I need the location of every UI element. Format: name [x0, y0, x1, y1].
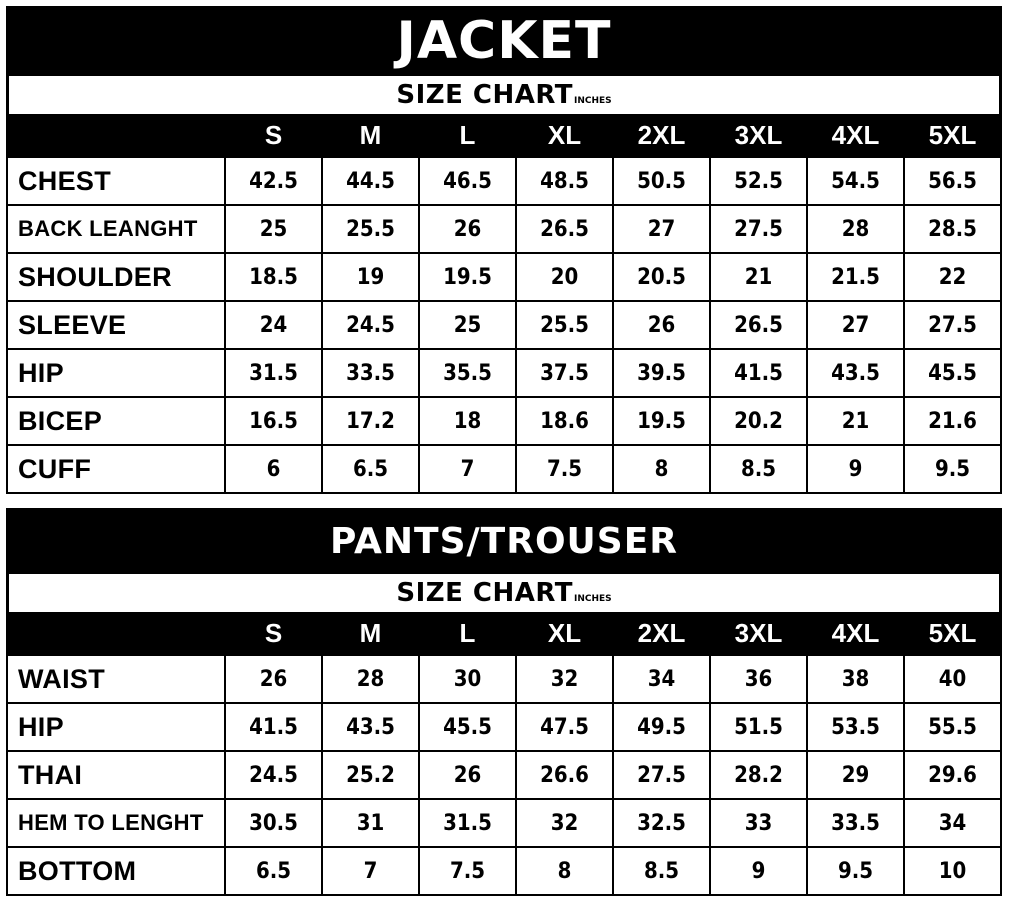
measurement-value: 31	[322, 799, 419, 847]
measurement-value: 41.5	[225, 703, 322, 751]
measurement-value: 25.5	[322, 205, 419, 253]
measurement-label: HEM TO LENGHT	[7, 799, 225, 847]
measurement-value: 6.5	[225, 847, 322, 895]
measurement-value: 17.2	[322, 397, 419, 445]
measurement-value: 26	[613, 301, 710, 349]
measurement-value: 6.5	[322, 445, 419, 493]
measurement-label: CHEST	[7, 157, 225, 205]
size-header: 4XL	[807, 612, 904, 655]
size-header: XL	[516, 612, 613, 655]
table-row	[7, 445, 1001, 493]
measurement-value: 19	[322, 253, 419, 301]
size-header: L	[419, 114, 516, 157]
measurement-value: 32	[516, 799, 613, 847]
size-header: 4XL	[807, 114, 904, 157]
measurement-value: 26	[419, 205, 516, 253]
jacket-table-body	[7, 157, 1001, 493]
measurement-value: 25	[419, 301, 516, 349]
measurement-value: 34	[613, 655, 710, 703]
measurement-value: 50.5	[613, 157, 710, 205]
measurement-value: 19.5	[419, 253, 516, 301]
measurement-value: 38	[807, 655, 904, 703]
measurement-label: BACK LEANGHT	[7, 205, 225, 253]
measurement-value: 56.5	[904, 157, 1001, 205]
jacket-title: JACKET	[396, 11, 612, 71]
size-header: L	[419, 612, 516, 655]
measurement-label: HIP	[7, 349, 225, 397]
measurement-label: WAIST	[7, 655, 225, 703]
measurement-value: 29	[807, 751, 904, 799]
jacket-unit: INCHES	[573, 96, 612, 106]
measurement-value: 26	[419, 751, 516, 799]
measurement-value: 48.5	[516, 157, 613, 205]
measurement-value: 28	[322, 655, 419, 703]
measurement-value: 37.5	[516, 349, 613, 397]
measurement-value: 25	[225, 205, 322, 253]
pants-title: PANTS/TROUSER	[329, 520, 679, 562]
table-row	[7, 397, 1001, 445]
pants-table	[6, 612, 1002, 896]
measurement-value: 34	[904, 799, 1001, 847]
table-row	[7, 655, 1001, 703]
measurement-value: 20.5	[613, 253, 710, 301]
jacket-table	[6, 114, 1002, 494]
table-row	[7, 349, 1001, 397]
measurement-value: 18.6	[516, 397, 613, 445]
measurement-value: 9.5	[807, 847, 904, 895]
measurement-value: 26	[225, 655, 322, 703]
measurement-value: 26.5	[516, 205, 613, 253]
measurement-value: 39.5	[613, 349, 710, 397]
measurement-value: 9	[807, 445, 904, 493]
size-header: 5XL	[904, 114, 1001, 157]
jacket-subtitle: SIZE CHART	[396, 80, 573, 110]
measurement-value: 7.5	[419, 847, 516, 895]
measurement-value: 54.5	[807, 157, 904, 205]
pants-subtitle-bar	[6, 574, 1002, 612]
measurement-value: 16.5	[225, 397, 322, 445]
measurement-value: 21.6	[904, 397, 1001, 445]
measurement-value: 27.5	[904, 301, 1001, 349]
measurement-value: 28.5	[904, 205, 1001, 253]
measurement-value: 44.5	[322, 157, 419, 205]
header-blank-cell	[7, 612, 225, 655]
size-header: 3XL	[710, 612, 807, 655]
measurement-label: BOTTOM	[7, 847, 225, 895]
measurement-value: 24	[225, 301, 322, 349]
measurement-value: 24.5	[322, 301, 419, 349]
measurement-value: 30	[419, 655, 516, 703]
measurement-value: 19.5	[613, 397, 710, 445]
measurement-value: 20	[516, 253, 613, 301]
table-row	[7, 205, 1001, 253]
pants-size-chart	[6, 508, 1002, 896]
measurement-value: 7.5	[516, 445, 613, 493]
measurement-value: 53.5	[807, 703, 904, 751]
table-row	[7, 751, 1001, 799]
measurement-value: 18	[419, 397, 516, 445]
measurement-value: 40	[904, 655, 1001, 703]
measurement-value: 41.5	[710, 349, 807, 397]
measurement-value: 21	[710, 253, 807, 301]
measurement-value: 43.5	[807, 349, 904, 397]
size-header: S	[225, 114, 322, 157]
measurement-value: 52.5	[710, 157, 807, 205]
measurement-value: 33.5	[322, 349, 419, 397]
measurement-value: 7	[419, 445, 516, 493]
size-header: S	[225, 612, 322, 655]
size-header: 2XL	[613, 612, 710, 655]
measurement-value: 35.5	[419, 349, 516, 397]
measurement-value: 24.5	[225, 751, 322, 799]
measurement-value: 47.5	[516, 703, 613, 751]
measurement-value: 49.5	[613, 703, 710, 751]
size-header: XL	[516, 114, 613, 157]
measurement-value: 32.5	[613, 799, 710, 847]
measurement-value: 21.5	[807, 253, 904, 301]
measurement-value: 36	[710, 655, 807, 703]
table-row	[7, 799, 1001, 847]
pants-subtitle: SIZE CHART	[396, 578, 573, 608]
table-row	[7, 847, 1001, 895]
measurement-label: THAI	[7, 751, 225, 799]
measurement-label: HIP	[7, 703, 225, 751]
measurement-value: 45.5	[904, 349, 1001, 397]
measurement-value: 28.2	[710, 751, 807, 799]
jacket-size-chart	[6, 6, 1002, 494]
pants-unit: INCHES	[573, 594, 612, 604]
measurement-value: 8	[516, 847, 613, 895]
measurement-value: 46.5	[419, 157, 516, 205]
size-header: M	[322, 612, 419, 655]
measurement-value: 33.5	[807, 799, 904, 847]
size-header: M	[322, 114, 419, 157]
measurement-value: 27.5	[710, 205, 807, 253]
measurement-value: 26.6	[516, 751, 613, 799]
size-header: 2XL	[613, 114, 710, 157]
measurement-label: CUFF	[7, 445, 225, 493]
measurement-value: 33	[710, 799, 807, 847]
measurement-value: 9	[710, 847, 807, 895]
measurement-value: 31.5	[419, 799, 516, 847]
header-blank-cell	[7, 114, 225, 157]
measurement-value: 10	[904, 847, 1001, 895]
table-row	[7, 301, 1001, 349]
measurement-value: 21	[807, 397, 904, 445]
measurement-value: 55.5	[904, 703, 1001, 751]
measurement-label: BICEP	[7, 397, 225, 445]
size-header: 3XL	[710, 114, 807, 157]
size-header: 5XL	[904, 612, 1001, 655]
measurement-value: 18.5	[225, 253, 322, 301]
measurement-value: 51.5	[710, 703, 807, 751]
measurement-value: 30.5	[225, 799, 322, 847]
measurement-value: 28	[807, 205, 904, 253]
table-row	[7, 157, 1001, 205]
measurement-value: 8.5	[710, 445, 807, 493]
measurement-value: 6	[225, 445, 322, 493]
measurement-value: 8	[613, 445, 710, 493]
jacket-size-header-row	[7, 114, 1001, 157]
table-row	[7, 253, 1001, 301]
measurement-value: 32	[516, 655, 613, 703]
measurement-value: 25.5	[516, 301, 613, 349]
jacket-title-bar	[6, 6, 1002, 76]
measurement-label: SLEEVE	[7, 301, 225, 349]
measurement-value: 9.5	[904, 445, 1001, 493]
measurement-value: 25.2	[322, 751, 419, 799]
measurement-value: 20.2	[710, 397, 807, 445]
measurement-label: SHOULDER	[7, 253, 225, 301]
pants-table-body	[7, 655, 1001, 895]
jacket-subtitle-bar	[6, 76, 1002, 114]
pants-title-bar	[6, 508, 1002, 574]
measurement-value: 43.5	[322, 703, 419, 751]
measurement-value: 45.5	[419, 703, 516, 751]
measurement-value: 7	[322, 847, 419, 895]
measurement-value: 42.5	[225, 157, 322, 205]
measurement-value: 8.5	[613, 847, 710, 895]
measurement-value: 22	[904, 253, 1001, 301]
table-row	[7, 703, 1001, 751]
measurement-value: 31.5	[225, 349, 322, 397]
measurement-value: 26.5	[710, 301, 807, 349]
measurement-value: 27	[613, 205, 710, 253]
measurement-value: 27	[807, 301, 904, 349]
measurement-value: 29.6	[904, 751, 1001, 799]
measurement-value: 27.5	[613, 751, 710, 799]
pants-size-header-row	[7, 612, 1001, 655]
